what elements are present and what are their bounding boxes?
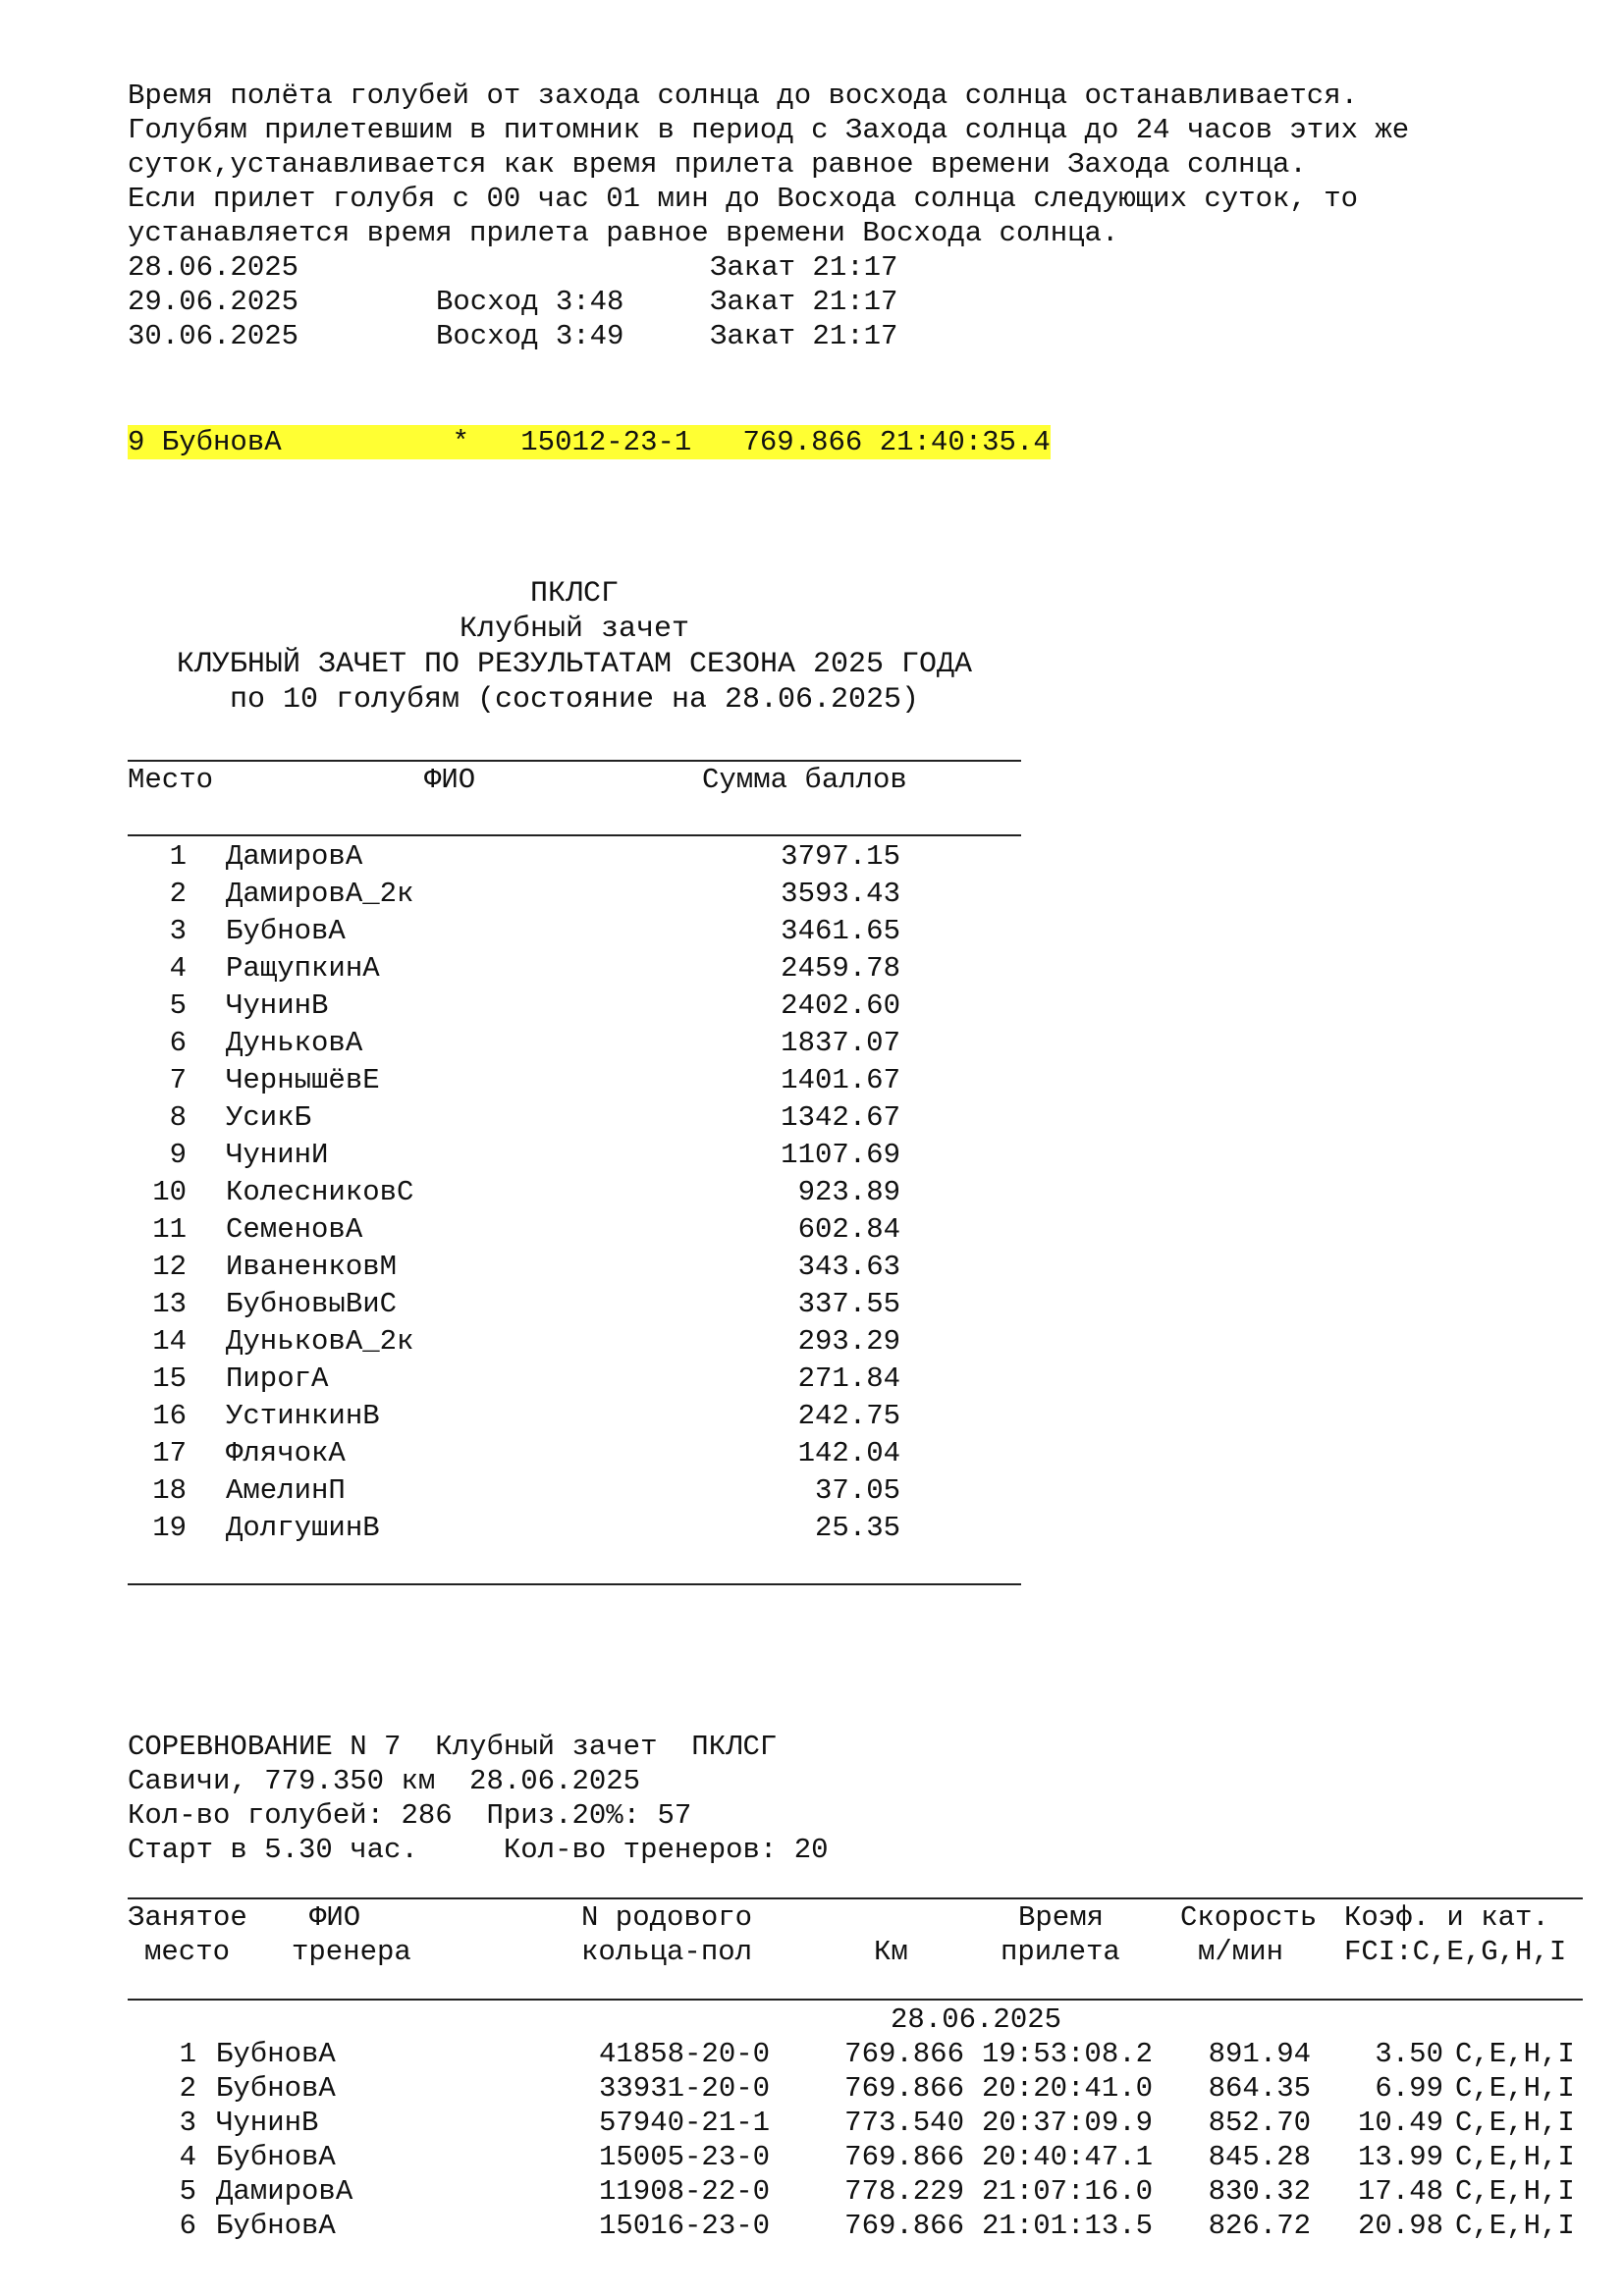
club-row-score: 1342.67 bbox=[781, 1101, 900, 1134]
result-speed: 864.35 bbox=[1208, 2072, 1311, 2105]
club-row-score: 142.04 bbox=[797, 1437, 900, 1469]
competition-header-rule bbox=[128, 1999, 1583, 2001]
club-header-name: ФИО bbox=[424, 764, 476, 796]
club-row-place: 18 bbox=[152, 1474, 187, 1507]
col-header-name: тренера bbox=[292, 1936, 411, 1968]
sun-date: 28.06.2025 bbox=[128, 251, 299, 284]
result-category: C,E,H,I bbox=[1455, 2210, 1575, 2242]
result-km: 769.866 bbox=[844, 2210, 964, 2242]
result-coef: 17.48 bbox=[1357, 2175, 1443, 2208]
club-row-score: 2402.60 bbox=[781, 989, 900, 1022]
notice-line: Голубям прилетевшим в питомник в период с Захода солнца до 24 часов этих же bbox=[128, 114, 1410, 146]
sun-sunrise: Восход 3:48 bbox=[436, 286, 624, 318]
club-row-score: 37.05 bbox=[814, 1474, 900, 1507]
result-ring: 11908-22-0 bbox=[599, 2175, 771, 2208]
club-row-name: СеменовА bbox=[226, 1213, 363, 1246]
club-row-place: 19 bbox=[152, 1512, 187, 1544]
sun-date: 30.06.2025 bbox=[128, 320, 299, 352]
club-row-name: ДамировА_2к bbox=[226, 878, 414, 910]
club-row-score: 602.84 bbox=[797, 1213, 900, 1246]
club-row-place: 10 bbox=[152, 1176, 187, 1208]
club-row-place: 3 bbox=[169, 915, 187, 947]
club-row-place: 15 bbox=[152, 1362, 187, 1395]
club-title: КЛУБНЫЙ ЗАЧЕТ ПО РЕЗУЛЬТАТАМ СЕЗОНА 2025 ГОДА bbox=[176, 648, 973, 681]
result-name: БубновА bbox=[216, 2072, 336, 2105]
club-row-place: 14 bbox=[152, 1325, 187, 1358]
result-km: 773.540 bbox=[844, 2107, 964, 2139]
club-row-score: 337.55 bbox=[797, 1288, 900, 1320]
club-row-name: РащупкинА bbox=[226, 952, 380, 985]
result-km: 778.229 bbox=[844, 2175, 964, 2208]
club-row-name: КолесниковС bbox=[226, 1176, 414, 1208]
result-coef: 10.49 bbox=[1357, 2107, 1443, 2139]
result-coef: 13.99 bbox=[1357, 2141, 1443, 2173]
col-header-name: ФИО bbox=[309, 1901, 361, 1934]
club-row-score: 25.35 bbox=[814, 1512, 900, 1544]
club-header-score: Сумма баллов bbox=[702, 764, 907, 796]
result-category: C,E,H,I bbox=[1455, 2038, 1575, 2070]
club-row-score: 271.84 bbox=[797, 1362, 900, 1395]
notice-line: Если прилет голубя с 00 час 01 мин до Восхода солнца следующих суток, то bbox=[128, 183, 1359, 215]
club-row-place: 12 bbox=[152, 1251, 187, 1283]
club-row-place: 9 bbox=[169, 1139, 187, 1171]
result-km: 769.866 bbox=[844, 2072, 964, 2105]
col-header-place: место bbox=[144, 1936, 231, 1968]
club-row-score: 1837.07 bbox=[781, 1027, 900, 1059]
col-header-ring: кольца-пол bbox=[581, 1936, 753, 1968]
club-row-name: ДуньковА_2к bbox=[226, 1325, 414, 1358]
notice-line: суток,устанавливается как время прилета равное времени Захода солнца. bbox=[128, 148, 1307, 181]
club-row-place: 2 bbox=[169, 878, 187, 910]
sun-date: 29.06.2025 bbox=[128, 286, 299, 318]
result-name: БубновА bbox=[216, 2210, 336, 2242]
competition-location: Савичи, 779.350 км 28.06.2025 bbox=[128, 1765, 641, 1797]
club-row-score: 3593.43 bbox=[781, 878, 900, 910]
result-speed: 830.32 bbox=[1208, 2175, 1311, 2208]
col-header-ring: N родового bbox=[581, 1901, 753, 1934]
club-row-score: 293.29 bbox=[797, 1325, 900, 1358]
club-row-score: 1401.67 bbox=[781, 1064, 900, 1096]
col-header-speed: м/мин bbox=[1198, 1936, 1284, 1968]
result-time: 19:53:08.2 bbox=[982, 2038, 1154, 2070]
club-row-place: 8 bbox=[169, 1101, 187, 1134]
col-header-km: Км bbox=[874, 1936, 908, 1968]
result-name: ЧунинВ bbox=[216, 2107, 319, 2139]
result-place: 4 bbox=[179, 2141, 196, 2173]
result-name: БубновА bbox=[216, 2141, 336, 2173]
col-header-time: прилета bbox=[1001, 1936, 1120, 1968]
result-ring: 33931-20-0 bbox=[599, 2072, 771, 2105]
club-row-name: ПирогА bbox=[226, 1362, 329, 1395]
club-row-name: БубновА bbox=[226, 915, 346, 947]
club-row-place: 7 bbox=[169, 1064, 187, 1096]
result-time: 21:01:13.5 bbox=[982, 2210, 1154, 2242]
result-name: ДамировА bbox=[216, 2175, 353, 2208]
result-place: 5 bbox=[179, 2175, 196, 2208]
club-row-score: 242.75 bbox=[797, 1400, 900, 1432]
club-row-place: 13 bbox=[152, 1288, 187, 1320]
result-ring: 57940-21-1 bbox=[599, 2107, 771, 2139]
result-category: C,E,H,I bbox=[1455, 2072, 1575, 2105]
club-row-score: 343.63 bbox=[797, 1251, 900, 1283]
result-time: 20:20:41.0 bbox=[982, 2072, 1154, 2105]
highlighted-result-row: 9 БубновА * 15012-23-1 769.866 21:40:35.4 bbox=[128, 426, 1051, 458]
col-header-place: Занятое bbox=[128, 1901, 247, 1934]
club-condition: по 10 голубям (состояние на 28.06.2025) bbox=[229, 683, 920, 717]
result-place: 6 bbox=[179, 2210, 196, 2242]
competition-start: Старт в 5.30 час. Кол-во тренеров: 20 bbox=[128, 1834, 829, 1866]
competition-date-row: 28.06.2025 bbox=[891, 2003, 1062, 2036]
result-coef: 20.98 bbox=[1357, 2210, 1443, 2242]
notice-line: Время полёта голубей от захода солнца до восхода солнца останавливается. bbox=[128, 80, 1359, 112]
result-category: C,E,H,I bbox=[1455, 2141, 1575, 2173]
club-row-score: 923.89 bbox=[797, 1176, 900, 1208]
result-ring: 15005-23-0 bbox=[599, 2141, 771, 2173]
notice-line: устанавляется время прилета равное времени Восхода солнца. bbox=[128, 217, 1119, 249]
club-row-name: ЧунинИ bbox=[226, 1139, 329, 1171]
result-place: 3 bbox=[179, 2107, 196, 2139]
club-row-score: 2459.78 bbox=[781, 952, 900, 985]
result-km: 769.866 bbox=[844, 2141, 964, 2173]
result-name: БубновА bbox=[216, 2038, 336, 2070]
result-coef: 6.99 bbox=[1375, 2072, 1443, 2105]
club-row-place: 4 bbox=[169, 952, 187, 985]
col-header-coef: FCI:C,E,G,H,I bbox=[1344, 1936, 1567, 1968]
sun-sunset: Закат 21:17 bbox=[710, 320, 898, 352]
club-row-name: УстинкинВ bbox=[226, 1400, 380, 1432]
club-row-name: ИваненковМ bbox=[226, 1251, 398, 1283]
result-time: 20:40:47.1 bbox=[982, 2141, 1154, 2173]
club-top-rule bbox=[128, 760, 1021, 762]
result-category: C,E,H,I bbox=[1455, 2107, 1575, 2139]
club-row-place: 1 bbox=[169, 840, 187, 873]
club-row-score: 3797.15 bbox=[781, 840, 900, 873]
result-place: 1 bbox=[179, 2038, 196, 2070]
result-speed: 891.94 bbox=[1208, 2038, 1311, 2070]
result-ring: 15016-23-0 bbox=[599, 2210, 771, 2242]
result-km: 769.866 bbox=[844, 2038, 964, 2070]
result-speed: 826.72 bbox=[1208, 2210, 1311, 2242]
club-row-name: ДолгушинВ bbox=[226, 1512, 380, 1544]
result-time: 20:37:09.9 bbox=[982, 2107, 1154, 2139]
club-row-score: 3461.65 bbox=[781, 915, 900, 947]
competition-title: СОРЕВНОВАНИЕ N 7 Клубный зачет ПКЛСГ bbox=[128, 1731, 778, 1763]
result-speed: 852.70 bbox=[1208, 2107, 1311, 2139]
club-row-place: 17 bbox=[152, 1437, 187, 1469]
club-bottom-rule bbox=[128, 1583, 1021, 1585]
club-row-name: ЧунинВ bbox=[226, 989, 329, 1022]
result-coef: 3.50 bbox=[1375, 2038, 1443, 2070]
club-row-name: ДамировА bbox=[226, 840, 363, 873]
result-ring: 41858-20-0 bbox=[599, 2038, 771, 2070]
competition-birds: Кол-во голубей: 286 Приз.20%: 57 bbox=[128, 1799, 692, 1832]
col-header-time: Время bbox=[1018, 1901, 1105, 1934]
competition-top-rule bbox=[128, 1897, 1583, 1899]
club-header-place: Место bbox=[128, 764, 214, 796]
result-time: 21:07:16.0 bbox=[982, 2175, 1154, 2208]
sun-sunset: Закат 21:17 bbox=[710, 286, 898, 318]
club-row-name: ЧернышёвЕ bbox=[226, 1064, 380, 1096]
club-row-name: БубновыВиС bbox=[226, 1288, 398, 1320]
result-speed: 845.28 bbox=[1208, 2141, 1311, 2173]
sun-sunset: Закат 21:17 bbox=[710, 251, 898, 284]
club-row-place: 5 bbox=[169, 989, 187, 1022]
club-row-place: 11 bbox=[152, 1213, 187, 1246]
club-row-name: ДуньковА bbox=[226, 1027, 363, 1059]
club-row-place: 6 bbox=[169, 1027, 187, 1059]
col-header-speed: Скорость bbox=[1180, 1901, 1318, 1934]
club-row-place: 16 bbox=[152, 1400, 187, 1432]
sun-sunrise: Восход 3:49 bbox=[436, 320, 624, 352]
club-row-score: 1107.69 bbox=[781, 1139, 900, 1171]
club-subtitle: Клубный зачет bbox=[459, 613, 690, 646]
club-header-rule bbox=[128, 834, 1021, 836]
result-place: 2 bbox=[179, 2072, 196, 2105]
club-row-name: АмелинП bbox=[226, 1474, 346, 1507]
club-row-name: УсикБ bbox=[226, 1101, 312, 1134]
col-header-coef: Коэф. и кат. bbox=[1344, 1901, 1549, 1934]
club-row-name: ФлячокА bbox=[226, 1437, 346, 1469]
club-org: ПКЛСГ bbox=[529, 577, 619, 611]
result-category: C,E,H,I bbox=[1455, 2175, 1575, 2208]
